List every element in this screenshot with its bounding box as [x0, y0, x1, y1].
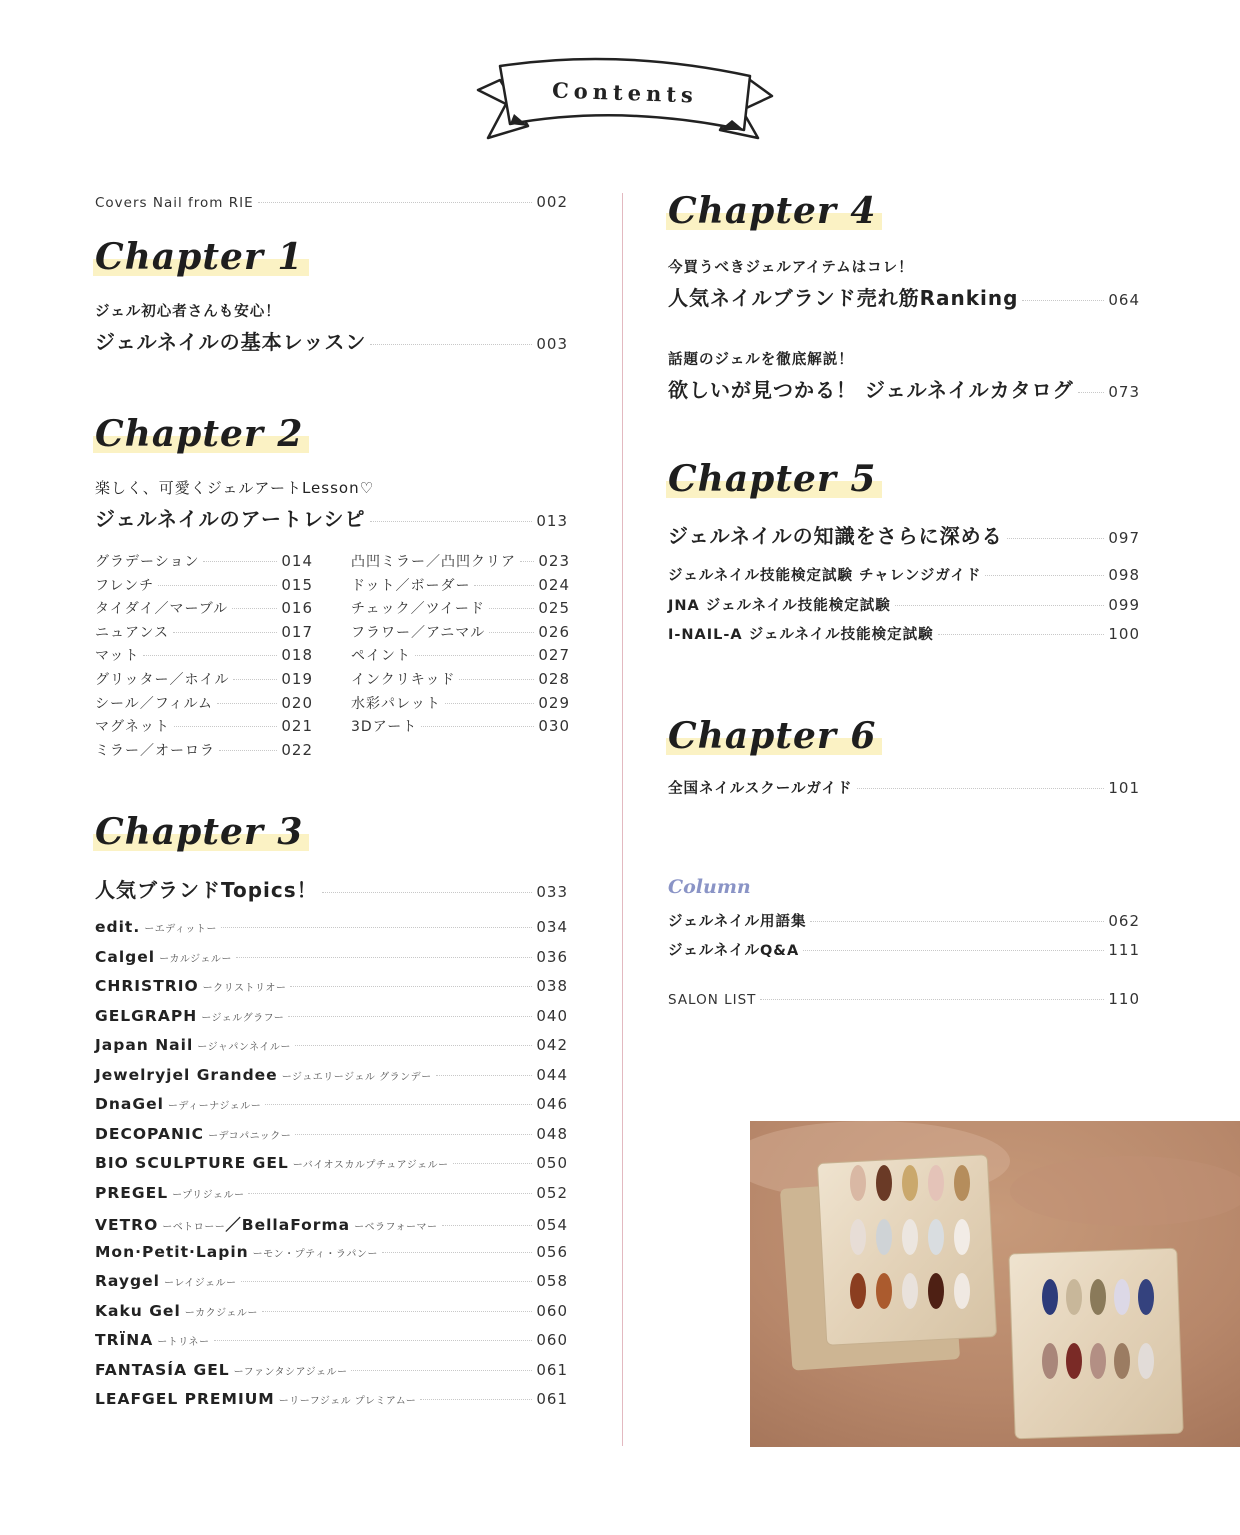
column-heading: Column: [668, 876, 751, 898]
leader-dots: [1007, 538, 1105, 539]
brand-label: [95, 1036, 291, 1054]
leader-dots: [415, 655, 534, 656]
salon-list-label: SALON LIST: [668, 992, 757, 1008]
chapter-3-title: 人気ブランドTopics！: [95, 878, 318, 902]
leader-dots: [985, 575, 1104, 576]
brand-entry[interactable]: [95, 948, 568, 966]
brand-entry[interactable]: [95, 918, 568, 936]
chapter-4-title-2: 欲しいが見つかる！ ジェルネイルカタログ: [668, 378, 1074, 402]
leader-dots: [445, 703, 534, 704]
chapter-2-item[interactable]: [351, 575, 570, 595]
entry-label: ジェルネイル技能検定試験 チャレンジガイド: [668, 568, 982, 584]
brand-name: PREGEL: [95, 1183, 169, 1202]
chapter-5-title: ジェルネイルの知識をさらに深める: [668, 524, 1003, 548]
leader-dots: [382, 1252, 532, 1253]
brand-name: BIO SCULPTURE GEL: [95, 1154, 289, 1172]
chapter-4-heading: Chapter 4: [668, 190, 876, 232]
entry-label: チェック／ツイード: [351, 601, 485, 618]
brand-kana: ーベトローー: [162, 1222, 226, 1233]
page-number: 002: [536, 193, 568, 211]
brand-entry[interactable]: [95, 1390, 568, 1408]
page-number: 030: [538, 717, 570, 736]
cover-entry[interactable]: [95, 193, 568, 211]
page-number: 013: [536, 512, 568, 530]
brand-entry[interactable]: [95, 1331, 568, 1349]
leader-dots: [173, 632, 277, 633]
brand-label: [95, 918, 217, 936]
page-number: 062: [1108, 912, 1140, 930]
leader-dots: [760, 999, 1104, 1000]
chapter-2-item[interactable]: [351, 693, 570, 713]
leader-dots: [436, 1075, 533, 1076]
brand-name: Kaku Gel: [95, 1301, 181, 1320]
entry-label: I-NAIL-A ジェルネイル技能検定試験: [668, 627, 934, 643]
chapter-4-subtitle-2: 話題のジェルを徹底解説！: [668, 352, 854, 368]
chapter-4-entry-1[interactable]: [668, 282, 1140, 311]
contents-banner: [470, 52, 780, 152]
page-number: 048: [536, 1124, 568, 1143]
brand-kana: ーカルジェルー: [159, 953, 232, 965]
contents-title: Contents: [551, 77, 699, 108]
chapter-4-entry-2[interactable]: [668, 374, 1140, 403]
leader-dots: [214, 1340, 533, 1341]
brand-label: [95, 1302, 258, 1320]
brand-kana: ージュエリージェル グランデー: [281, 1071, 432, 1083]
chapter-1-heading: Chapter 1: [95, 236, 303, 278]
page-number: 060: [536, 1301, 568, 1320]
brand-name: CHRISTRIO: [95, 977, 199, 995]
leader-dots: [857, 788, 1105, 789]
page-number: 060: [536, 1331, 568, 1349]
brand-name: FANTASÍA GEL: [95, 1360, 230, 1379]
entry-label: ニュアンス: [95, 624, 170, 641]
leader-dots: [248, 1193, 532, 1194]
salon-list-entry[interactable]: [668, 990, 1140, 1008]
chapter-5-item[interactable]: [668, 594, 1140, 615]
leader-dots: [421, 726, 534, 727]
chapter-1-title: ジェルネイルの基本レッスン: [95, 330, 367, 354]
page-number: 016: [281, 599, 313, 618]
leader-dots: [217, 703, 277, 704]
leader-dots: [236, 957, 532, 958]
brand-name: Japan Nail: [95, 1036, 194, 1054]
column-divider: [622, 193, 623, 1446]
entry-label: フレンチ: [95, 577, 155, 594]
brand-label: [95, 1066, 432, 1084]
brand-label: [95, 977, 286, 995]
page-number: 027: [538, 646, 570, 665]
leader-dots: [203, 561, 277, 562]
page-number: 052: [536, 1183, 568, 1202]
chapter-3-heading: Chapter 3: [95, 811, 303, 853]
page-number: 033: [536, 883, 568, 901]
page-number: 042: [536, 1036, 568, 1054]
leader-dots: [143, 655, 277, 656]
brand-kana: ートリネー: [157, 1337, 210, 1348]
brand-label: [95, 1272, 237, 1290]
leader-dots: [420, 1399, 532, 1400]
chapter-2-item[interactable]: [95, 575, 313, 595]
chapter-1-entry[interactable]: [95, 326, 568, 355]
chapter-5-entry[interactable]: [668, 520, 1140, 549]
chapter-2-item[interactable]: [351, 669, 570, 689]
chapter-6-heading: Chapter 6: [668, 715, 876, 757]
chapter-2-heading: Chapter 2: [95, 413, 303, 455]
brand-kana: ーバイオスカルプチュアジェルー: [292, 1160, 449, 1171]
leader-dots: [895, 605, 1105, 606]
entry-label: ドット／ボーダー: [351, 577, 471, 594]
entry-label: 水彩パレット: [351, 695, 441, 712]
page-number: 014: [281, 552, 313, 570]
leader-dots: [232, 608, 277, 609]
brand-kana: ーカクジェルー: [184, 1307, 258, 1319]
chapter-2-item[interactable]: [95, 598, 313, 618]
page-number: 061: [536, 1390, 568, 1408]
column-entry-2[interactable]: [668, 939, 1140, 960]
brand-entry[interactable]: [95, 977, 568, 995]
page-number: 111: [1108, 941, 1140, 959]
page-number: 024: [538, 575, 570, 594]
entry-label: JNA ジェルネイル技能検定試験: [668, 597, 891, 614]
column-item-label: ジェルネイル用語集: [668, 914, 807, 930]
brand-name: DnaGel: [95, 1095, 164, 1113]
brand-kana: ープリジェルー: [172, 1189, 245, 1201]
brand-name: Calgel: [95, 947, 156, 966]
chapter-2-item[interactable]: [351, 716, 570, 736]
column-item-label: ジェルネイルQ&A: [668, 943, 800, 959]
brand-label: [95, 948, 232, 966]
page-number: 003: [536, 335, 568, 353]
brand-label: [95, 1361, 347, 1379]
chapter-1-subtitle: ジェル初心者さんも安心！: [95, 304, 281, 320]
brand-kana: ーレイジェルー: [163, 1278, 237, 1289]
chapter-2-item[interactable]: [95, 622, 313, 642]
brand-entry[interactable]: [95, 1213, 568, 1235]
page-number: 017: [281, 622, 313, 641]
chapter-3-entry[interactable]: [95, 874, 568, 903]
leader-dots: [290, 986, 532, 987]
leader-dots: [459, 679, 534, 680]
chapter-2-subtitle: 楽しく、可愛くジェルアートLesson♡: [95, 479, 375, 497]
brand-label: [95, 1007, 284, 1025]
leader-dots: [370, 344, 532, 345]
entry-label: グラデーション: [95, 554, 200, 570]
leader-dots: [322, 892, 533, 893]
brand-kana: ーリーフジェル プレミアムー: [278, 1396, 417, 1407]
page-number: 050: [536, 1154, 568, 1172]
brand-label: [95, 1243, 378, 1261]
brand-kana: ージャパンネイルー: [197, 1042, 291, 1053]
page-number: 100: [1108, 625, 1140, 643]
brand-entry[interactable]: [95, 1302, 568, 1320]
entry-label: シール／フィルム: [95, 695, 214, 712]
page-number: 015: [281, 575, 313, 594]
leader-dots: [803, 950, 1104, 951]
leader-dots: [489, 632, 534, 633]
chapter-2-item[interactable]: [95, 645, 313, 665]
brand-name: Mon·Petit·Lapin: [95, 1242, 249, 1261]
brand-kana: ーファンタシアジェルー: [233, 1366, 348, 1378]
brand-entry[interactable]: [95, 1036, 568, 1054]
brand-kana: ーベラフォーマー: [354, 1222, 438, 1233]
page-number: 023: [538, 552, 570, 570]
page-number: 058: [536, 1272, 568, 1290]
chapter-5-heading: Chapter 5: [668, 458, 876, 500]
page-number: 061: [536, 1360, 568, 1379]
brand-kana: ーモン・プティ・ラパンー: [252, 1248, 378, 1260]
page-number: 040: [536, 1006, 568, 1025]
leader-dots: [520, 561, 534, 562]
chapter-4-subtitle-1: 今買うべきジェルアイテムはコレ！: [668, 260, 914, 276]
leader-dots: [258, 202, 533, 203]
brand-entry[interactable]: [95, 1184, 568, 1202]
leader-dots: [351, 1370, 532, 1371]
brand-name: Raygel: [95, 1272, 160, 1290]
entry-label: フラワー／アニマル: [351, 624, 486, 641]
page-number: 036: [536, 947, 568, 966]
brand-entry[interactable]: [95, 1272, 568, 1290]
page-number: 110: [1108, 990, 1140, 1008]
leader-dots: [158, 585, 277, 586]
chapter-5-item[interactable]: [668, 564, 1140, 585]
chapter-4-title-1: 人気ネイルブランド売れ筋Ranking: [668, 286, 1019, 310]
brand-name: ／BellaForma: [225, 1216, 351, 1234]
chapter-6-item-label: 全国ネイルスクールガイド: [668, 781, 853, 797]
page-number: 044: [536, 1065, 568, 1084]
leader-dots: [370, 521, 533, 522]
brand-kana: ーディーナジェルー: [167, 1101, 262, 1112]
page-number: 019: [281, 670, 313, 688]
leader-dots: [174, 726, 277, 727]
brand-name: edit.: [95, 918, 141, 936]
page-number: 025: [538, 599, 570, 618]
brand-label: [95, 1125, 291, 1143]
page-number: 056: [536, 1242, 568, 1261]
page-number: 022: [281, 740, 313, 759]
chapter-2-item[interactable]: [95, 669, 313, 689]
leader-dots: [474, 585, 534, 586]
brand-kana: ークリストリオー: [202, 983, 287, 994]
leader-dots: [810, 921, 1104, 922]
chapter-2-item[interactable]: [351, 551, 570, 571]
brand-name: Jewelryjel Grandee: [95, 1065, 278, 1084]
brand-name: DECOPANIC: [95, 1124, 205, 1143]
page-number: 046: [536, 1095, 568, 1113]
brand-label: [95, 1390, 416, 1408]
brand-name: TRÏNA: [95, 1331, 154, 1349]
entry-label: インクリキッド: [351, 672, 456, 688]
leader-dots: [233, 679, 277, 680]
brand-label: [95, 1095, 261, 1113]
page-number: 101: [1108, 779, 1140, 797]
page-number: 028: [538, 670, 570, 688]
page-number: 038: [536, 977, 568, 995]
page-number: 021: [281, 717, 313, 736]
chapter-2-item[interactable]: [351, 645, 570, 665]
leader-dots: [295, 1045, 532, 1046]
chapter-6-entry[interactable]: [668, 777, 1140, 798]
leader-dots: [219, 750, 277, 751]
leader-dots: [1022, 300, 1104, 301]
leader-dots: [288, 1016, 532, 1017]
chapter-2-entry[interactable]: [95, 503, 568, 532]
chapter-2-item[interactable]: [95, 693, 313, 713]
brand-kana: ージェルグラフー: [201, 1012, 285, 1024]
page-number: 098: [1108, 566, 1140, 584]
entry-label: グリッター／ホイル: [95, 672, 230, 688]
page-number: 026: [538, 622, 570, 641]
leader-dots: [453, 1163, 533, 1164]
chapter-2-item[interactable]: [351, 598, 570, 618]
brand-name: LEAFGEL PREMIUM: [95, 1390, 275, 1408]
entry-label: マグネット: [95, 719, 170, 736]
chapter-2-item[interactable]: [95, 716, 313, 736]
brand-name: GELGRAPH: [95, 1006, 198, 1025]
brand-entry[interactable]: [95, 1243, 568, 1261]
chapter-2-item[interactable]: [95, 740, 313, 760]
column-entry-1[interactable]: [668, 910, 1140, 931]
chapter-2-title: ジェルネイルのアートレシピ: [95, 507, 366, 531]
leader-dots: [265, 1104, 532, 1105]
leader-dots: [442, 1225, 533, 1226]
leader-dots: [938, 634, 1105, 635]
brand-name: VETRO: [95, 1216, 159, 1234]
brand-label: [95, 1213, 438, 1235]
brand-label: [95, 1154, 449, 1172]
entry-label: マット: [95, 648, 140, 665]
page-number: 099: [1108, 595, 1140, 614]
chapter-2-item[interactable]: [351, 622, 570, 642]
page-number: 034: [536, 918, 568, 936]
brand-label: [95, 1331, 210, 1349]
brand-entry[interactable]: [95, 1154, 568, 1172]
chapter-2-item[interactable]: [95, 551, 313, 571]
leader-dots: [221, 927, 532, 928]
entry-label: 凸凹ミラー／凸凹クリア: [351, 554, 516, 570]
cover-label: Covers Nail from RIE: [95, 195, 254, 211]
entry-label: ミラー／オーロラ: [95, 742, 215, 759]
page-number: 097: [1108, 529, 1140, 547]
leader-dots: [1078, 392, 1105, 393]
leader-dots: [241, 1281, 533, 1282]
entry-label: ペイント: [351, 648, 411, 665]
brand-entry[interactable]: [95, 1007, 568, 1025]
brand-kana: ーデコパニックー: [208, 1130, 292, 1142]
leader-dots: [295, 1134, 532, 1135]
brand-entry[interactable]: [95, 1125, 568, 1143]
leader-dots: [489, 608, 534, 609]
brand-label: [95, 1184, 244, 1202]
brand-entry[interactable]: [95, 1361, 568, 1379]
page-number: 073: [1108, 383, 1140, 401]
brand-entry[interactable]: [95, 1095, 568, 1113]
page-number: 020: [281, 693, 313, 712]
page-number: 064: [1108, 291, 1140, 309]
brand-kana: ーエディットー: [144, 924, 217, 935]
leader-dots: [262, 1311, 532, 1312]
chapter-5-item[interactable]: [668, 623, 1140, 644]
brand-entry[interactable]: [95, 1066, 568, 1084]
page-number: 018: [281, 646, 313, 665]
page-number: 054: [536, 1216, 568, 1234]
nail-tips-photo: [750, 1121, 1240, 1447]
entry-label: 3Dアート: [351, 719, 418, 736]
page-number: 029: [538, 693, 570, 712]
entry-label: タイダイ／マーブル: [95, 601, 229, 618]
